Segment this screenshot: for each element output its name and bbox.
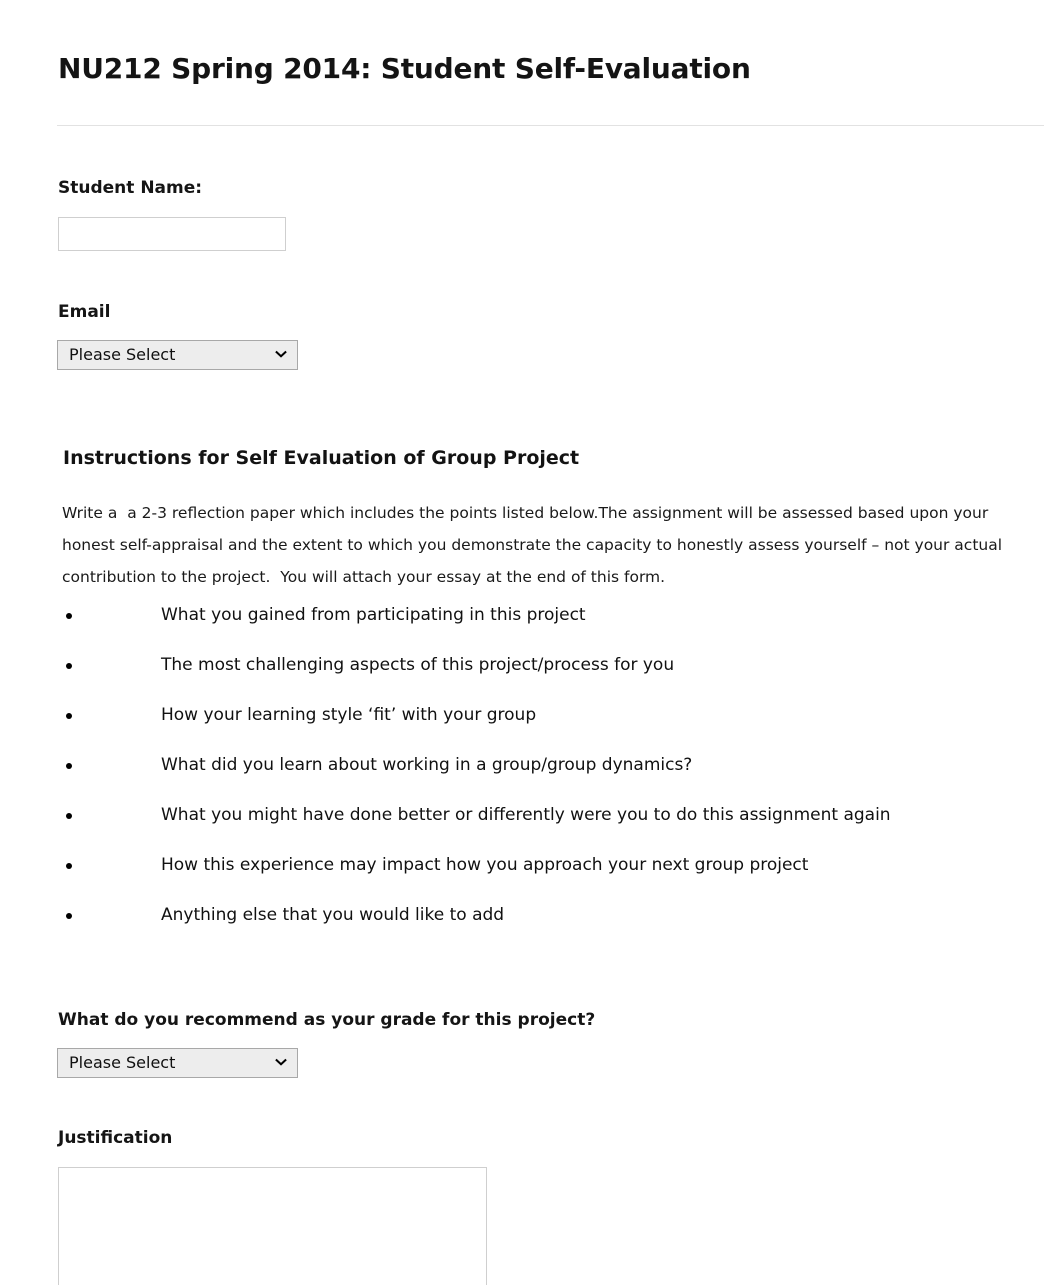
bullet-icon — [66, 863, 72, 869]
email-label: Email — [58, 302, 111, 322]
grade-select-value: Please Select — [69, 1053, 176, 1072]
list-item-label: Anything else that you would like to add — [161, 905, 505, 925]
bullet-icon — [66, 763, 72, 769]
page-title: NU212 Spring 2014: Student Self-Evaluation — [58, 52, 751, 85]
list-item — [58, 654, 1044, 704]
instructions-paragraph: Write a a 2-3 reflection paper which includes the points listed below.The assignment will be assessed based upon your honest self-appraisal and the extent to which you demonstrate the capacity to honestly assess yourself – not your actual contribution to the project. You will attach your essay at the end of this form. — [62, 504, 1007, 586]
list-item — [58, 904, 1044, 954]
grade-recommendation-label: What do you recommend as your grade for this project? — [58, 1010, 596, 1030]
bullet-icon — [66, 663, 72, 669]
bullet-icon — [66, 813, 72, 819]
email-select-value: Please Select — [69, 345, 176, 364]
email-select[interactable] — [57, 340, 298, 370]
list-item — [58, 604, 1044, 654]
chevron-down-icon — [273, 1055, 289, 1071]
justification-textarea[interactable] — [58, 1167, 487, 1285]
list-item-label: How this experience may impact how you approach your next group project — [161, 855, 809, 875]
list-item — [58, 854, 1044, 904]
list-item-label: What you might have done better or differently were you to do this assignment again — [161, 805, 891, 825]
justification-label: Justification — [58, 1128, 173, 1148]
instructions-heading: Instructions for Self Evaluation of Group Project — [63, 447, 580, 469]
student-name-label: Student Name: — [58, 178, 203, 198]
bullet-icon — [66, 913, 72, 919]
list-item — [58, 754, 1044, 804]
title-divider — [57, 125, 1044, 126]
student-name-input[interactable] — [58, 217, 286, 251]
chevron-down-icon — [273, 347, 289, 363]
list-item-label: How your learning style ‘fit’ with your group — [161, 705, 537, 725]
instructions-bullet-list — [58, 604, 1044, 954]
bullet-icon — [66, 613, 72, 619]
bullet-icon — [66, 713, 72, 719]
grade-select[interactable] — [57, 1048, 298, 1078]
list-item — [58, 704, 1044, 754]
list-item — [58, 804, 1044, 854]
list-item-label: The most challenging aspects of this project/process for you — [161, 655, 675, 675]
list-item-label: What you gained from participating in this project — [161, 605, 586, 625]
list-item-label: What did you learn about working in a group/group dynamics? — [161, 755, 693, 775]
